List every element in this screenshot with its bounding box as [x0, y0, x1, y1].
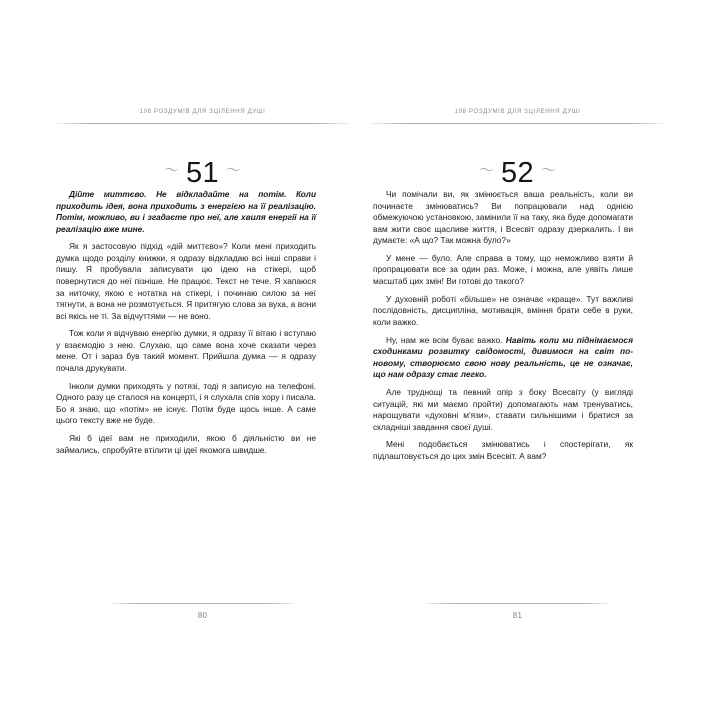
paragraph: Тож коли я відчуваю енергію думки, я одразу її вітаю і вступаю у взаємодію з нею. Слухаю, що саме вона хоче сказати через мене. От і зараз був такий момент. Прийшла думка — я одразу почала друкувати.: [56, 328, 316, 374]
paragraph: Які б ідеї вам не приходили, якою б діяльністю ви не займались, спробуйте втілити ці ідеї якомога швидше.: [56, 433, 316, 455]
body-column-left: [56, 189, 316, 456]
paragraph: Як я застосовую підхід «дій миттєво»? Коли мені приходить думка щодо розділу книжки, я одразу відкладаю всі інші справи і пишу. Я пробувала записувати цю ідею на стікері, щоб повернутися до неї пізніше. Не працює. Текст не тече. Я хапаюся за ниточку, якою є нотатка на стікері, і починаю силою за неї тягнути, а вона не розмотується. Я притягую слова за вуха, а вони всі якісь не ті. За відчуттями — не воно.: [56, 241, 316, 321]
footer-rule-left: [110, 603, 295, 604]
page-number-right: 81: [512, 611, 523, 620]
paragraph: У мене — було. Але справа в тому, що неможливо взяти й пропрацювати все за один раз. Може, і можна, але уявіть лише масштаб цих змін! Ви готові до такого?: [373, 252, 633, 287]
paragraph-mixed-emphasis: [373, 335, 633, 381]
body-column-right: [373, 189, 633, 462]
running-head-right: 108 РОЗДУМІВ ДЛЯ ЗЦІЛЕННЯ ДУШІ: [454, 108, 581, 115]
paragraph-plain-run: Ну, нам же всім буває важко.: [386, 334, 506, 345]
paragraph: Але труднощі та певний опір з боку Всесвіту (у вигляді ситуацій, які ми маємо пройти) допомагають нам тренуватись, нарощувати «духовні м'язи», ставати сильнішими і братися за складніші завдання своєї душі.: [373, 386, 633, 432]
header-rule-left: [55, 123, 350, 124]
footer-rule-right: [425, 603, 610, 604]
paragraph: У духовній роботі «більше» не означає «краще». Тут важливі послідовність, дисципліна, мотивація, вміння брати себе в руки, коли важко.: [373, 293, 633, 327]
ornament-swash-left-icon: 〜: [163, 161, 179, 179]
ornament-swash-right-icon: 〜: [541, 161, 557, 179]
page-number-left: 80: [197, 611, 208, 620]
chapter-number-left: 51: [185, 157, 220, 189]
paragraph-emphasis-run: Навіть коли ми піднімаємося сходинками розвитку свідомості, дивимося на світ по-новому, створюємо свою нову реальність, це не означає, що нам одразу стає легко.: [373, 334, 633, 380]
paragraph: Інколи думки приходять у потязі, тоді я записую на телефоні. Одного разу це сталося на концерті, і я слухала спів хору і писала. Бо я знаю, що «потім» не існує. Потім буде щось інше. А саме цього тексту вже не буде.: [56, 380, 316, 426]
running-head-left: 108 РОЗДУМІВ ДЛЯ ЗЦІЛЕННЯ ДУШІ: [139, 108, 266, 115]
ornament-swash-right-icon: 〜: [226, 161, 242, 179]
paragraph-lead: Дійте миттєво. Не відкладайте на потім. Коли приходить ідея, вона приходить з енергією на її реалізацію. Потім, можливо, ви і згадаєте про неї, але хвиля енергії на її реалізацію вже мине.: [56, 189, 316, 234]
page-left: [45, 0, 360, 720]
header-rule-right: [370, 123, 665, 124]
paragraph: Чи помічали ви, як змінюється ваша реальність, коли ви починаєте змінюватись? Ви попрацювали над однією обмежуючою установкою, замінили її на таку, яка буде допомагати вам жити своє щасливе життя, і Всесвіт одразу дзеркалить. І ви думаєте: «А що? Так можна було?»: [373, 189, 633, 246]
paragraph: Мені подобається змінюватись і спостерігати, як підлаштовується до цих змін Всесвіт. А вам?: [373, 439, 633, 461]
chapter-heading-left: [45, 150, 360, 190]
chapter-heading-right: [360, 150, 675, 190]
ornament-swash-left-icon: 〜: [478, 161, 494, 179]
chapter-number-right: 52: [500, 157, 535, 189]
page-right: [360, 0, 675, 720]
